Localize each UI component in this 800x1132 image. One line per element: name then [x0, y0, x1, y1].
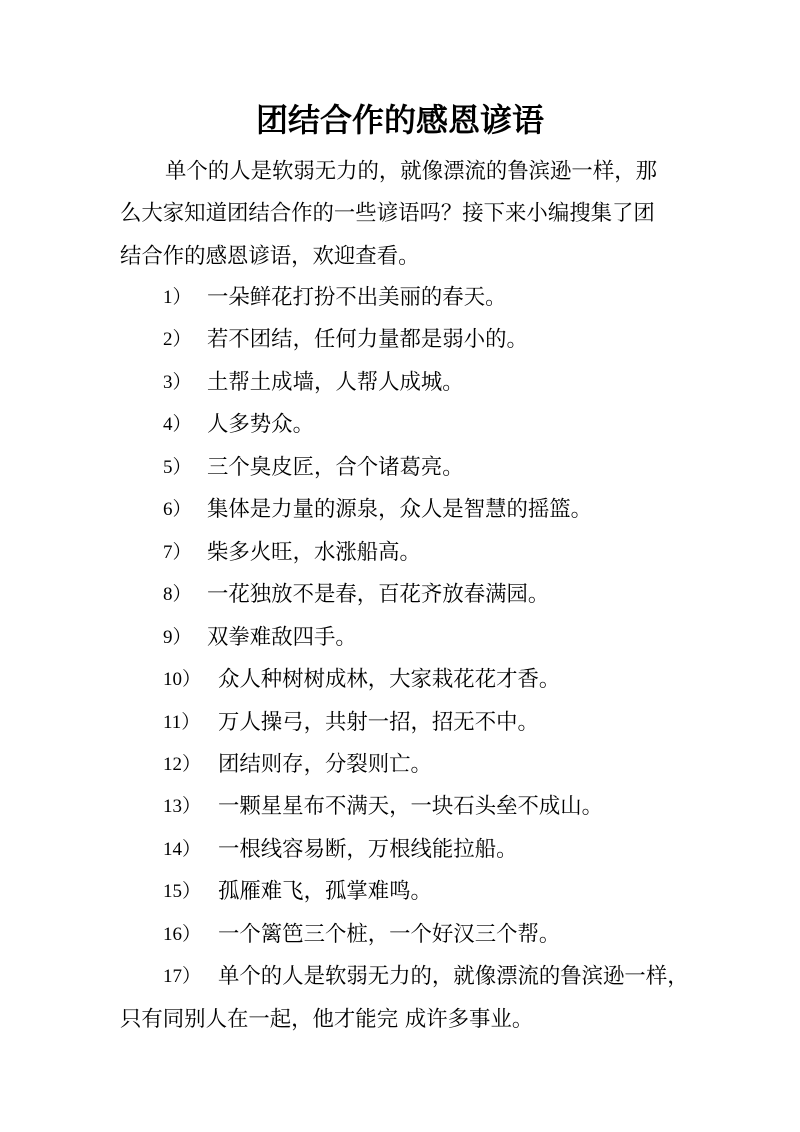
item-number: 11） [163, 711, 201, 733]
item-text: 孤雁难飞，孤掌难鸣。 [218, 879, 432, 905]
item-text: 团结则存，分裂则亡。 [218, 751, 432, 777]
item-text: 三个臭皮匠，合个诸葛亮。 [207, 454, 464, 480]
item-text: 一朵鲜花打扮不出美丽的春天。 [207, 285, 507, 310]
item-text: 万人操弓，共射一招，招无不中。 [218, 709, 539, 735]
item-text: 一根线容易断，万根线能拉船。 [218, 836, 518, 862]
intro-line: 么大家知道团结合作的一些谚语吗？接下来小编搜集了团 [120, 201, 655, 227]
item-number: 4） [163, 414, 192, 436]
item-number: 3） [163, 371, 192, 393]
item-number: 16） [163, 923, 202, 945]
item-number: 2） [163, 329, 192, 351]
item-text: 单个的人是软弱无力的，就像漂流的鲁滨逊一样， [218, 964, 689, 990]
item-number: 1） [163, 287, 192, 308]
item-text: 众人种树树成林，大家栽花花才香。 [218, 667, 561, 693]
item-text: 一花独放不是春，百花齐放春满园。 [207, 582, 550, 608]
item-text: 土帮土成墙，人帮人成城。 [207, 369, 464, 395]
item-number: 13） [163, 796, 202, 818]
item-number: 12） [163, 753, 202, 775]
item-number: 14） [163, 838, 202, 860]
item-text: 若不团结，任何力量都是弱小的。 [207, 327, 528, 353]
item-text: 柴多火旺，水涨船高。 [207, 539, 421, 565]
item-text: 一个篱笆三个桩，一个好汉三个帮。 [218, 921, 561, 947]
item-text: 人多势众。 [207, 412, 314, 438]
intro-line: 单个的人是软弱无力的，就像漂流的鲁滨逊一样，那 [165, 159, 657, 184]
item-number: 7） [163, 541, 192, 563]
item-number: 8） [163, 584, 192, 606]
document-title: 团结合作的感恩谚语 [255, 101, 544, 139]
item-text: 集体是力量的源泉，众人是智慧的摇篮。 [207, 497, 593, 523]
item-number: 9） [163, 626, 192, 648]
item-number: 6） [163, 499, 192, 521]
intro-line: 结合作的感恩谚语，欢迎查看。 [120, 243, 420, 269]
item-number: 17） [163, 966, 202, 988]
item-text: 一颗星星布不满天，一块石头垒不成山。 [218, 794, 604, 820]
item-number: 15） [163, 881, 202, 903]
item-number: 5） [163, 456, 192, 478]
item-number: 10） [163, 669, 202, 691]
item-continuation: 只有同别人在一起，他才能完 成许多事业。 [120, 1006, 534, 1032]
item-text: 双拳难敌四手。 [207, 624, 357, 650]
